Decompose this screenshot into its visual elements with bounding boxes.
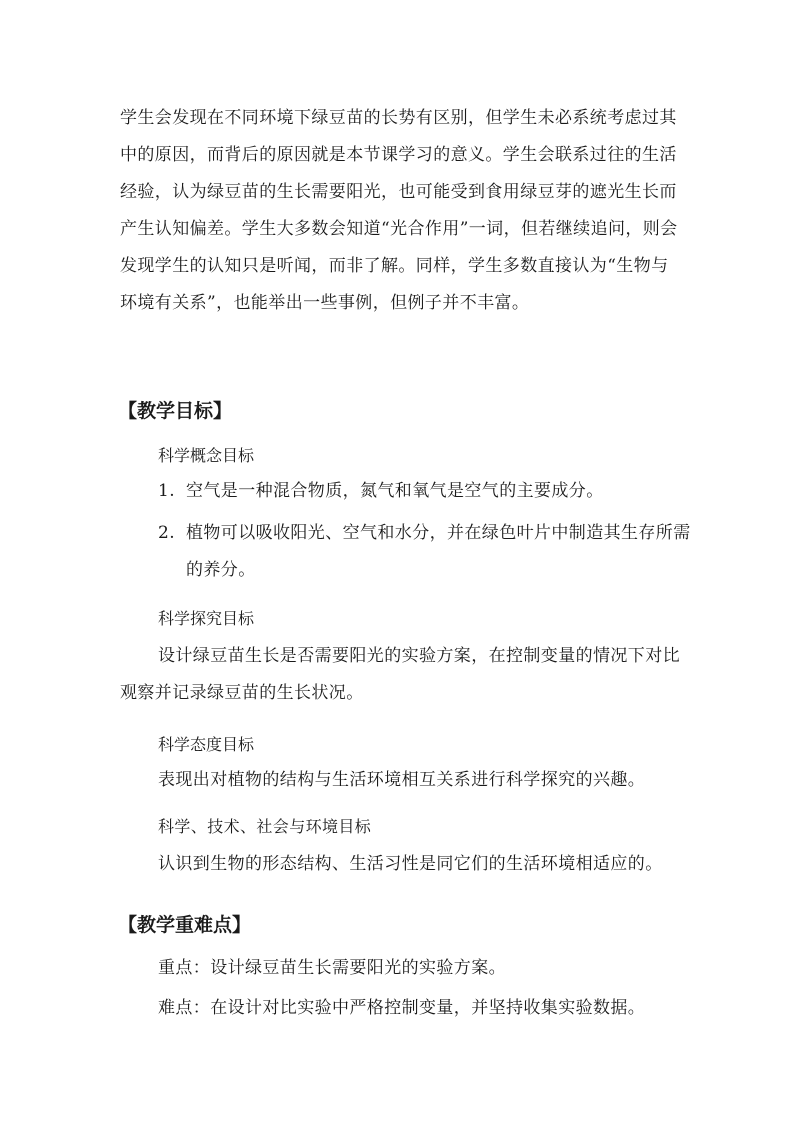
inquiry-objective-text: 设计绿豆苗生长是否需要阳光的实验方案，在控制变量的情况下对比观察并记录绿豆苗的生长状况。 bbox=[120, 646, 680, 703]
list-number: 1. bbox=[158, 481, 176, 501]
attitude-objective-label: 科学态度目标 bbox=[158, 735, 255, 754]
difficulty-point: 难点：在设计对比实验中严格控制变量，并坚持收集实验数据。 bbox=[158, 998, 646, 1018]
concept-item-2 bbox=[158, 515, 706, 589]
sts-objective-label: 科学、技术、社会与环境目标 bbox=[158, 817, 372, 836]
concept-item-1 bbox=[158, 473, 678, 510]
concept-objective-label: 科学概念目标 bbox=[158, 446, 255, 465]
list-text: 空气是一种混合物质，氮气和氧气是空气的主要成分。 bbox=[186, 481, 604, 501]
list-text: 植物可以吸收阳光、空气和水分，并在绿色叶片中制造其生存所需的养分。 bbox=[186, 523, 691, 580]
key-points-heading: 【教学重难点】 bbox=[118, 914, 252, 936]
focus-point: 重点：设计绿豆苗生长需要阳光的实验方案。 bbox=[158, 958, 506, 978]
inquiry-objective-label: 科学探究目标 bbox=[158, 609, 255, 628]
sts-objective-text: 认识到生物的形态结构、生活习性是同它们的生活环境相适应的。 bbox=[158, 854, 663, 874]
intro-paragraph: 学生会发现在不同环境下绿豆苗的长势有区别，但学生未必系统考虑过其中的原因，而背后的原因就是本节课学习的意义。学生会联系过往的生活经验，认为绿豆苗的生长需要阳光，也可能受到食用绿豆芽的遮光生长而产生认知偏差。学生大多数会知道“光合作用”一词，但若继续追问，则会发现学生的认知只是听闻，而非了解。同样，学生多数直接认为“生物与环境有关系”，也能举出一些事例，但例子并不丰富。 bbox=[120, 108, 678, 313]
objectives-heading: 【教学目标】 bbox=[118, 400, 233, 422]
list-number: 2. bbox=[158, 523, 176, 543]
attitude-objective-text: 表现出对植物的结构与生活环境相互关系进行科学探究的兴趣。 bbox=[158, 770, 646, 790]
